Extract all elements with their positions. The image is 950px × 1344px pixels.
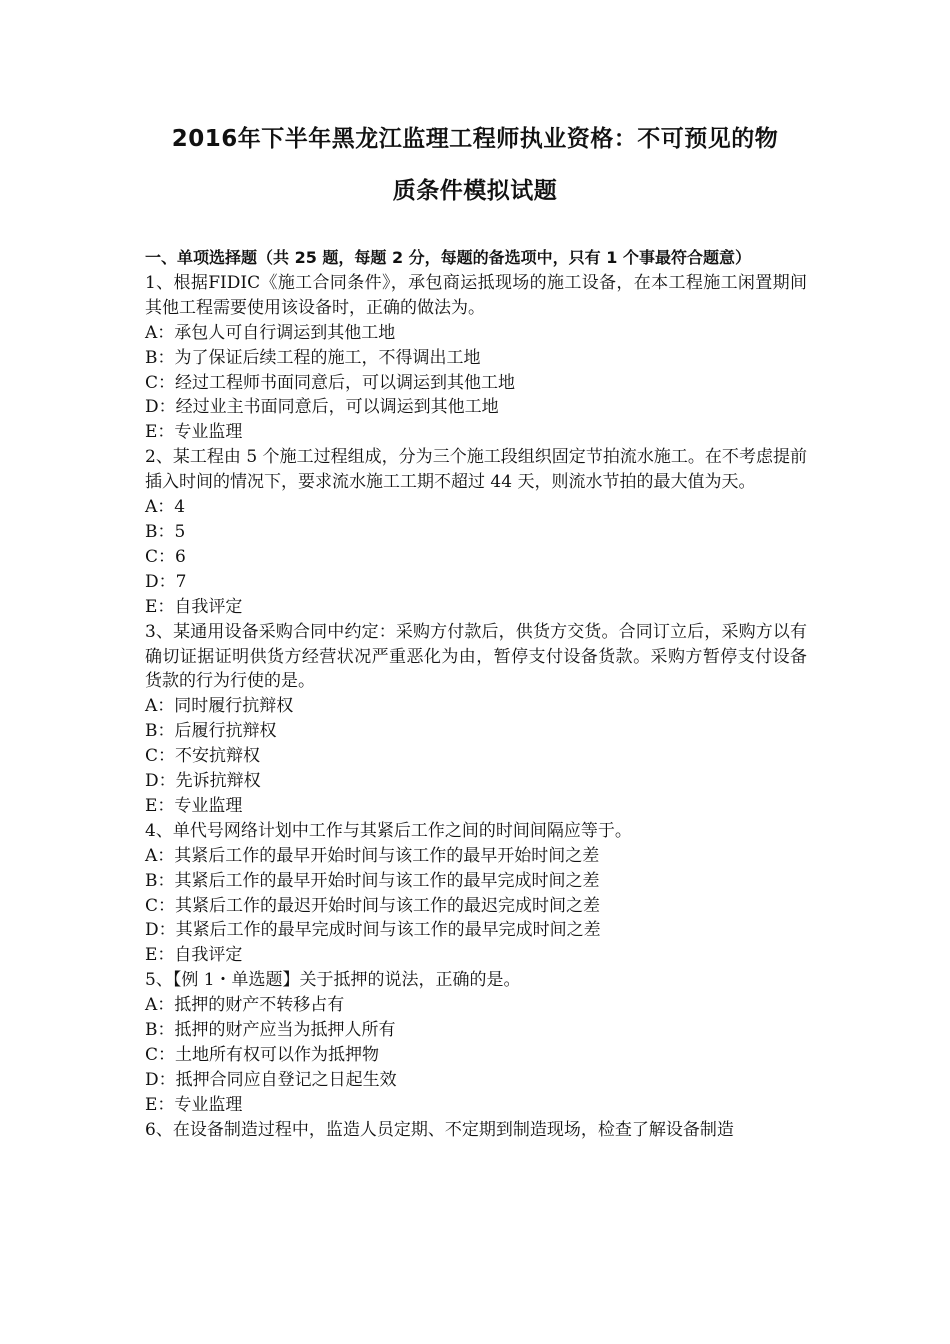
answer-option: A：其紧后工作的最早开始时间与该工作的最早开始时间之差: [145, 845, 600, 866]
answer-option: C：土地所有权可以作为抵押物: [145, 1045, 380, 1065]
question-item: [145, 968, 807, 1117]
answer-option: B：其紧后工作的最早开始时间与该工作的最早完成时间之差: [145, 870, 600, 891]
question-item: [145, 819, 807, 968]
document-title-line-1: 2016年下半年黑龙江监理工程师执业资格：不可预见的物: [171, 126, 779, 152]
document-body: [145, 246, 807, 1143]
question-list: [145, 271, 807, 1143]
answer-option: A：4: [145, 497, 186, 518]
question-stem: 1、根据FIDIC《施工合同条件》，承包商运抵现场的施工设备，在本工程施工闲置期间其他工程需要使用该设备时，正确的做法为。: [145, 272, 807, 318]
answer-option: C：其紧后工作的最迟开始时间与该工作的最迟完成时间之差: [145, 895, 601, 916]
question-stem: 3、某通用设备采购合同中约定：采购方付款后，供货方交货。合同订立后，采购方以有确切证据证明供货方经营状况严重恶化为由，暂停支付设备货款。采购方暂停支付设备货款的行为行使的是。: [145, 621, 807, 692]
answer-option: A：承包人可自行调运到其他工地: [145, 322, 396, 343]
answer-option: D：7: [145, 571, 187, 592]
answer-option: D：先诉抗辩权: [145, 771, 261, 792]
answer-option: D：经过业主书面同意后，可以调运到其他工地: [145, 397, 499, 418]
question-stem: 5、【例 1・单选题】关于抵押的说法，正确的是。: [145, 970, 521, 991]
answer-option: C：经过工程师书面同意后，可以调运到其他工地: [145, 372, 516, 393]
question-item: [145, 1118, 807, 1143]
document-title-line-2: 质条件模拟试题: [392, 178, 558, 204]
answer-option: B：为了保证后续工程的施工，不得调出工地: [145, 347, 481, 368]
answer-option: B：后履行抗辩权: [145, 721, 277, 742]
answer-option: A：抵押的财产不转移占有: [145, 995, 345, 1016]
question-item: [145, 271, 807, 445]
answer-option: B：5: [145, 521, 186, 542]
section-heading: 一、单项选择题（共 25 题，每题 2 分，每题的备选项中，只有 1 个事最符合题意）: [145, 248, 751, 267]
answer-option: C：不安抗辩权: [145, 746, 261, 767]
answer-option: D：抵押合同应自登记之日起生效: [145, 1069, 397, 1090]
answer-option: C：6: [145, 546, 186, 567]
question-stem: 6、在设备制造过程中，监造人员定期、不定期到制造现场，检查了解设备制造: [145, 1119, 734, 1140]
answer-option: B：抵押的财产应当为抵押人所有: [145, 1020, 396, 1041]
answer-option: E：自我评定: [145, 945, 243, 966]
question-stem: 4、单代号网络计划中工作与其紧后工作之间的时间间隔应等于。: [145, 820, 632, 841]
answer-option: E：自我评定: [145, 596, 243, 617]
question-stem: 2、某工程由 5 个施工过程组成，分为三个施工段组织固定节拍流水施工。在不考虑提前插入时间的情况下，要求流水施工工期不超过 44 天，则流水节拍的最大值为天。: [145, 447, 807, 493]
question-item: [145, 620, 807, 819]
question-item: [145, 445, 807, 619]
answer-option: E：专业监理: [145, 422, 243, 443]
answer-option: E：专业监理: [145, 795, 243, 816]
answer-option: D：其紧后工作的最早完成时间与该工作的最早完成时间之差: [145, 920, 601, 941]
answer-option: E：专业监理: [145, 1094, 243, 1115]
answer-option: A：同时履行抗辩权: [145, 696, 294, 717]
